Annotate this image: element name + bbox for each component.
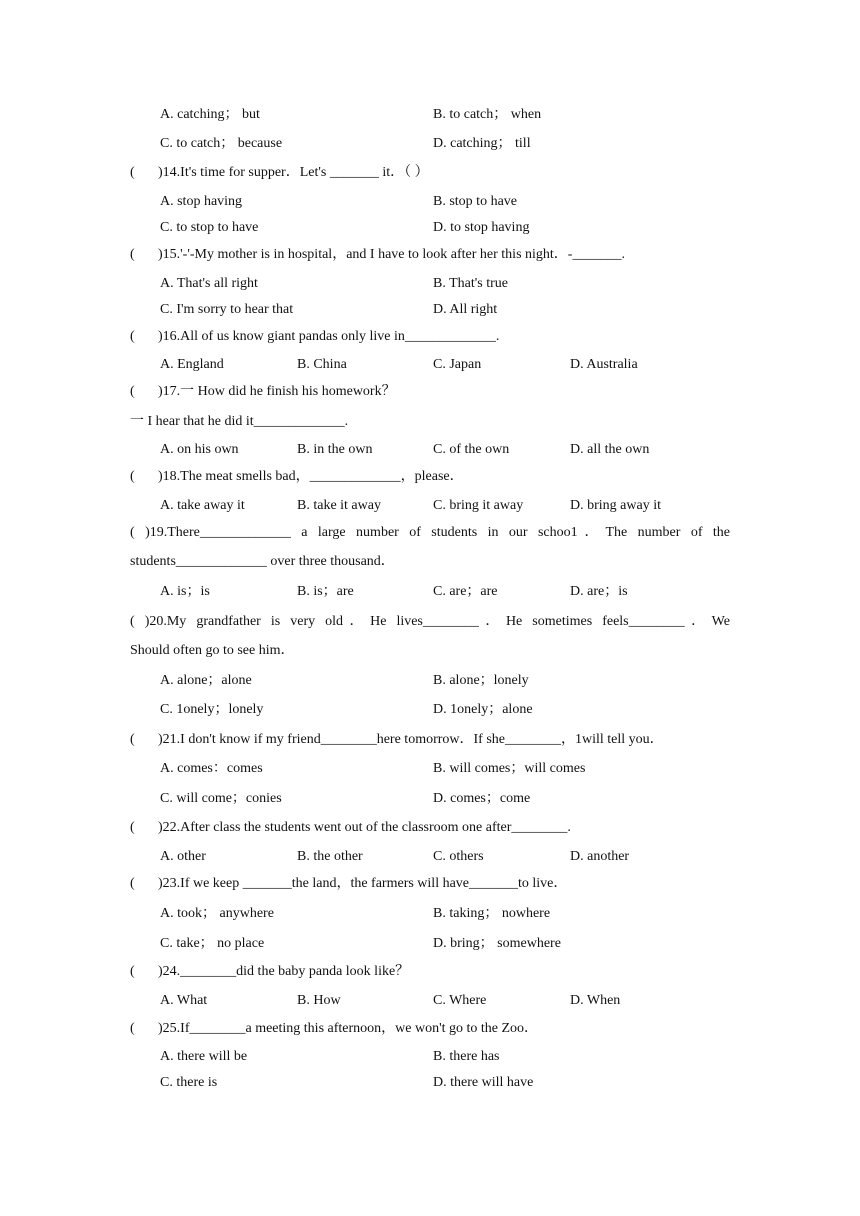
option-d: D. bring away it xyxy=(570,498,661,513)
option-a: A. alone；alone xyxy=(160,673,252,688)
option-c: C. bring it away xyxy=(433,498,524,513)
option-c: C. I'm sorry to hear that xyxy=(160,302,294,317)
question-25 xyxy=(130,1020,538,1038)
question-stem: )24.________did the baby panda look like？ xyxy=(158,964,410,979)
question-18 xyxy=(130,468,464,486)
option-d: D. 1onely；alone xyxy=(433,702,533,717)
question-15 xyxy=(130,246,625,264)
option-a: A. other xyxy=(160,849,206,864)
option-b: B. in the own xyxy=(297,442,373,457)
question-21 xyxy=(130,731,664,749)
answer-paren: ( xyxy=(130,964,135,979)
question-line: Should often go to see him． xyxy=(130,643,295,658)
option-b: B. will comes；will comes xyxy=(433,761,586,776)
option-b: B. How xyxy=(297,993,341,1008)
question-stem: )16.All of us know giant pandas only live in_____________. xyxy=(158,329,500,344)
option-d: D. catching； till xyxy=(433,136,531,151)
question-stem: )25.If________a meeting this afternoon，we won't go to the Zoo． xyxy=(158,1021,539,1036)
question-stem: )15.'-'-My mother is in hospital，and I have to look after her this night．-_______. xyxy=(158,247,625,262)
answer-paren: ( xyxy=(130,329,135,344)
question-22 xyxy=(130,819,571,837)
option-a: A. What xyxy=(160,993,208,1008)
option-b: B. the other xyxy=(297,849,363,864)
option-d: D. to stop having xyxy=(433,220,530,235)
option-d: D. all the own xyxy=(570,442,650,457)
question-19: ( )19.There_____________ a large number of students in our schoo1．The number of the xyxy=(130,525,730,540)
option-c: C. of the own xyxy=(433,442,510,457)
option-c: C. Where xyxy=(433,993,487,1008)
option-d: D. bring； somewhere xyxy=(433,936,561,951)
option-d: D. When xyxy=(570,993,621,1008)
option-a: A. there will be xyxy=(160,1049,248,1064)
option-a: A. England xyxy=(160,357,224,372)
question-line: students_____________ over three thousand． xyxy=(130,554,395,569)
answer-paren: ( xyxy=(130,247,135,262)
option-c: C. others xyxy=(433,849,484,864)
option-b: B. to catch； when xyxy=(433,107,542,122)
option-d: D. there will have xyxy=(433,1075,534,1090)
question-14 xyxy=(130,164,429,182)
option-b: B. stop to have xyxy=(433,194,517,209)
answer-paren: ( xyxy=(130,384,135,399)
option-c: C. take； no place xyxy=(160,936,265,951)
option-a: A. comes：comes xyxy=(160,761,263,776)
option-c: C. to stop to have xyxy=(160,220,259,235)
option-a: A. is；is xyxy=(160,584,210,599)
option-a: A. on his own xyxy=(160,442,239,457)
question-16 xyxy=(130,328,499,346)
option-a: A. That's all right xyxy=(160,276,258,291)
option-b: B. alone；lonely xyxy=(433,673,529,688)
option-c: C. are；are xyxy=(433,584,498,599)
answer-paren: ( xyxy=(130,469,135,484)
option-c: C. 1onely；lonely xyxy=(160,702,264,717)
option-b: B. there has xyxy=(433,1049,500,1064)
question-line: 一 I hear that he did it_____________. xyxy=(130,414,349,429)
option-a: A. took； anywhere xyxy=(160,906,274,921)
question-stem: )22.After class the students went out of the classroom one after________. xyxy=(158,820,571,835)
question-24 xyxy=(130,963,409,981)
option-d: D. are；is xyxy=(570,584,628,599)
question-stem: )17.一 How did he finish his homework？ xyxy=(158,384,396,399)
option-d: D. Australia xyxy=(570,357,638,372)
option-c: C. to catch； because xyxy=(160,136,283,151)
option-c: C. will come；conies xyxy=(160,791,282,806)
option-b: B. taking； nowhere xyxy=(433,906,551,921)
option-a: A. take away it xyxy=(160,498,245,513)
option-c: C. there is xyxy=(160,1075,218,1090)
option-b: B. is；are xyxy=(297,584,354,599)
option-a: A. catching； but xyxy=(160,107,260,122)
option-a: A. stop having xyxy=(160,194,243,209)
answer-paren: ( xyxy=(130,820,135,835)
question-stem: )14.It's time for supper．Let's _______ it．（ ） xyxy=(158,165,429,180)
option-b: B. China xyxy=(297,357,347,372)
question-23 xyxy=(130,875,567,893)
question-20: ( )20.My grandfather is very old．He lives________．He sometimes feels________．We xyxy=(130,614,730,629)
question-17 xyxy=(130,383,396,401)
question-stem: )18.The meat smells bad，_____________，please． xyxy=(158,469,464,484)
question-stem: )23.If we keep _______the land，the farmers will have_______to live． xyxy=(158,876,568,891)
option-d: D. comes；come xyxy=(433,791,531,806)
option-d: D. another xyxy=(570,849,630,864)
answer-paren: ( xyxy=(130,1021,135,1036)
option-c: C. Japan xyxy=(433,357,482,372)
option-d: D. All right xyxy=(433,302,498,317)
option-b: B. That's true xyxy=(433,276,508,291)
answer-paren: ( xyxy=(130,876,135,891)
question-stem: )21.I don't know if my friend________here tomorrow．If she________，1will tell you． xyxy=(158,732,664,747)
answer-paren: ( xyxy=(130,732,135,747)
option-b: B. take it away xyxy=(297,498,381,513)
answer-paren: ( xyxy=(130,165,135,180)
